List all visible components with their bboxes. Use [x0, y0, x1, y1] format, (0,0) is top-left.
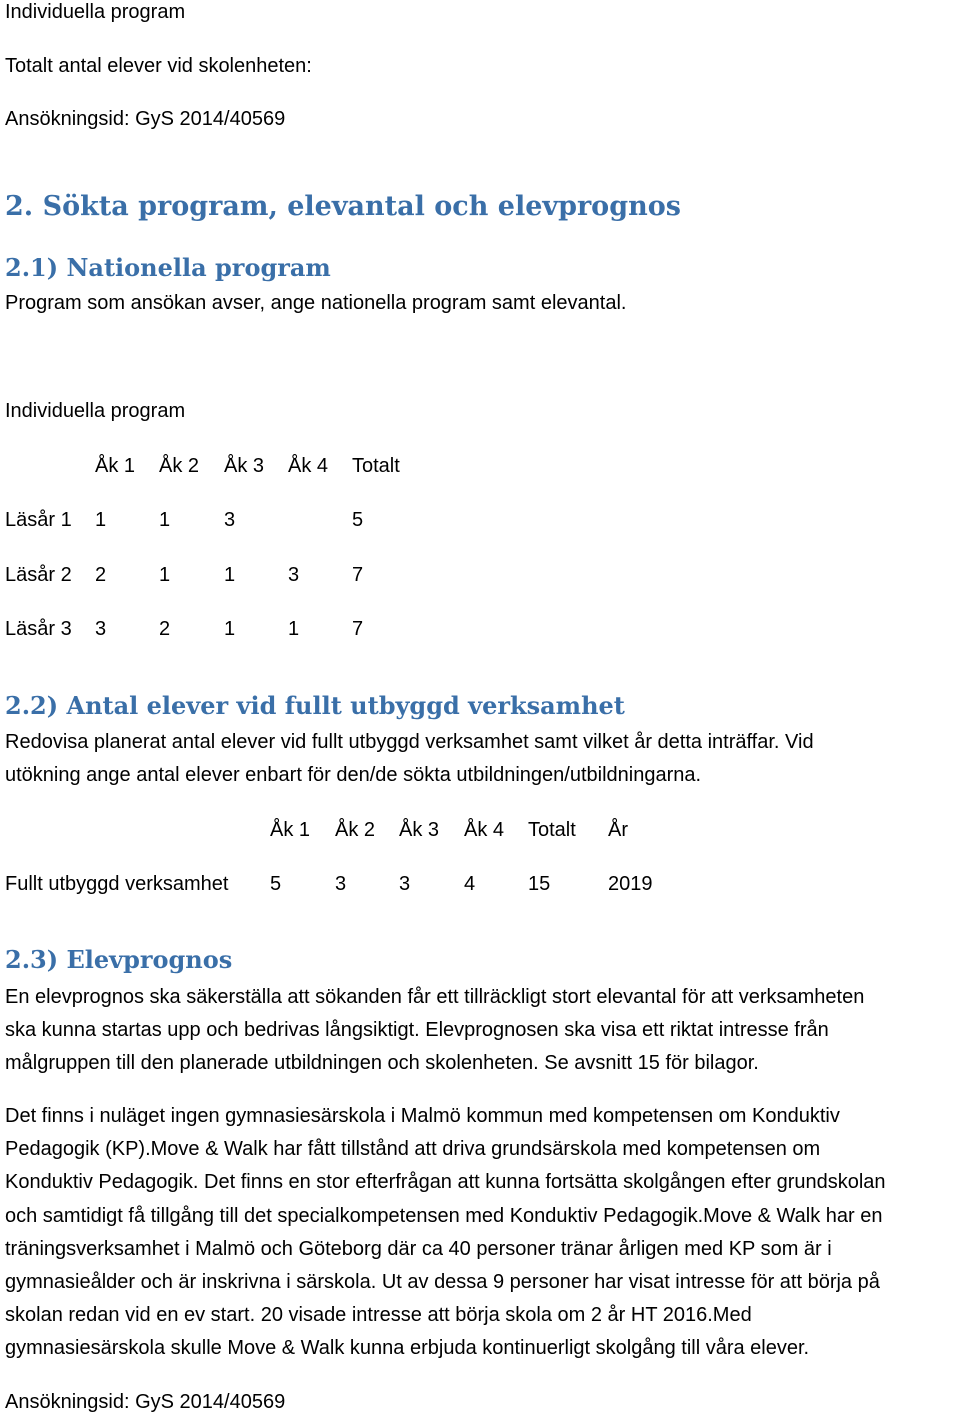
table-cell: 1 — [159, 564, 171, 586]
table-cell: 3 — [95, 618, 107, 640]
header-application-id: Ansökningsid: GyS 2014/40569 — [5, 108, 286, 130]
table-cell: 4 — [464, 873, 476, 895]
table-cell: 1 — [288, 618, 300, 640]
table-cell: 1 — [224, 618, 236, 640]
table-cell: 3 — [224, 509, 236, 531]
table-cell: 1 — [159, 509, 171, 531]
section-2-2-heading: 2.2) Antal elever vid fullt utbyggd verksamhet — [5, 691, 625, 720]
section-2-3-para2-line: Det finns i nuläget ingen gymnasiesärskola i Malmö kommun med kompetensen om Konduktiv — [5, 1105, 840, 1127]
section-2-3-heading: 2.3) Elevprognos — [5, 945, 233, 974]
table-row-label: Läsår 1 — [5, 509, 72, 531]
table-2-2-col-ak2: Åk 2 — [335, 819, 376, 841]
table-cell: 1 — [224, 564, 236, 586]
section-2-1-heading: 2.1) Nationella program — [5, 253, 331, 282]
table-2-2-col-totalt: Totalt — [528, 819, 576, 841]
table-2-1-col-totalt: Totalt — [352, 455, 400, 477]
table-cell: 3 — [335, 873, 347, 895]
section-2-3-para2-line: och samtidigt få tillgång till det specialkompetensen med Konduktiv Pedagogik.Move & Walk har en — [5, 1205, 883, 1227]
table-cell: 5 — [270, 873, 282, 895]
table-2-2-col-ak3: Åk 3 — [399, 819, 440, 841]
table-cell: 15 — [528, 873, 551, 895]
header-total-students-label: Totalt antal elever vid skolenheten: — [5, 55, 312, 77]
table-cell: 7 — [352, 564, 364, 586]
table-2-2-col-ak4: Åk 4 — [464, 819, 505, 841]
table-cell: 5 — [352, 509, 364, 531]
section-2-1-description: Program som ansökan avser, ange nationella program samt elevantal. — [5, 292, 627, 314]
header-program-label: Individuella program — [5, 1, 186, 23]
section-2-3-para2-line: skolan redan vid en ev start. 20 visade intresse att börja skola om 2 år HT 2016.Med — [5, 1304, 752, 1326]
table-row-label: Läsår 3 — [5, 618, 72, 640]
section-2-3-para2-line: Pedagogik (KP).Move & Walk har fått tillstånd att driva grundsärskola med kompetensen om — [5, 1138, 821, 1160]
section-2-3-para2-line: Konduktiv Pedagogik. Det finns en stor efterfrågan att kunna fortsätta skolgången efter grundskolan — [5, 1171, 886, 1193]
table-row-label: Läsår 2 — [5, 564, 72, 586]
section-2-3-para1-line: målgruppen till den planerade utbildningen och skolenheten. Se avsnitt 15 för bilagor. — [5, 1052, 759, 1074]
section-2-3-para2-line: träningsverksamhet i Malmö och Göteborg där ca 40 personer tränar årligen med KP som är i — [5, 1238, 832, 1260]
section-2-3-para1-line: ska kunna startas upp och bedrivas långsiktigt. Elevprognosen ska visa ett riktat intresse från — [5, 1019, 829, 1041]
table-2-1-col-ak3: Åk 3 — [224, 455, 265, 477]
section-2-heading: 2. Sökta program, elevantal och elevprognos — [5, 191, 681, 222]
section-2-3-para2-line: gymnasiesärskola skulle Move & Walk kunna erbjuda kontinuerligt skolgång till våra elever. — [5, 1337, 810, 1359]
table-row-label: Fullt utbyggd verksamhet — [5, 873, 229, 895]
section-2-3-para2-line: gymnasieålder och är inskrivna i särskola. Ut av dessa 9 personer har visat intresse för att börja på — [5, 1271, 880, 1293]
table-2-2-col-ak1: Åk 1 — [270, 819, 311, 841]
table-cell: 2 — [95, 564, 107, 586]
program-name: Individuella program — [5, 400, 186, 422]
table-cell: 2019 — [608, 873, 653, 895]
table-cell: 3 — [288, 564, 300, 586]
section-2-3-para1-line: En elevprognos ska säkerställa att sökanden får ett tillräckligt stort elevantal för att verksamheten — [5, 986, 865, 1008]
table-2-1-col-ak1: Åk 1 — [95, 455, 136, 477]
footer-application-id: Ansökningsid: GyS 2014/40569 — [5, 1391, 286, 1413]
table-cell: 3 — [399, 873, 411, 895]
section-2-2-paragraph-line: utökning ange antal elever enbart för den/de sökta utbildningen/utbildningarna. — [5, 764, 702, 786]
table-cell: 7 — [352, 618, 364, 640]
table-2-1-col-ak2: Åk 2 — [159, 455, 200, 477]
table-2-1-col-ak4: Åk 4 — [288, 455, 329, 477]
table-2-2-col-ar: År — [608, 819, 628, 841]
section-2-2-paragraph-line: Redovisa planerat antal elever vid fullt utbyggd verksamhet samt vilket år detta inträffar. Vid — [5, 731, 814, 753]
table-cell: 2 — [159, 618, 171, 640]
table-cell: 1 — [95, 509, 107, 531]
